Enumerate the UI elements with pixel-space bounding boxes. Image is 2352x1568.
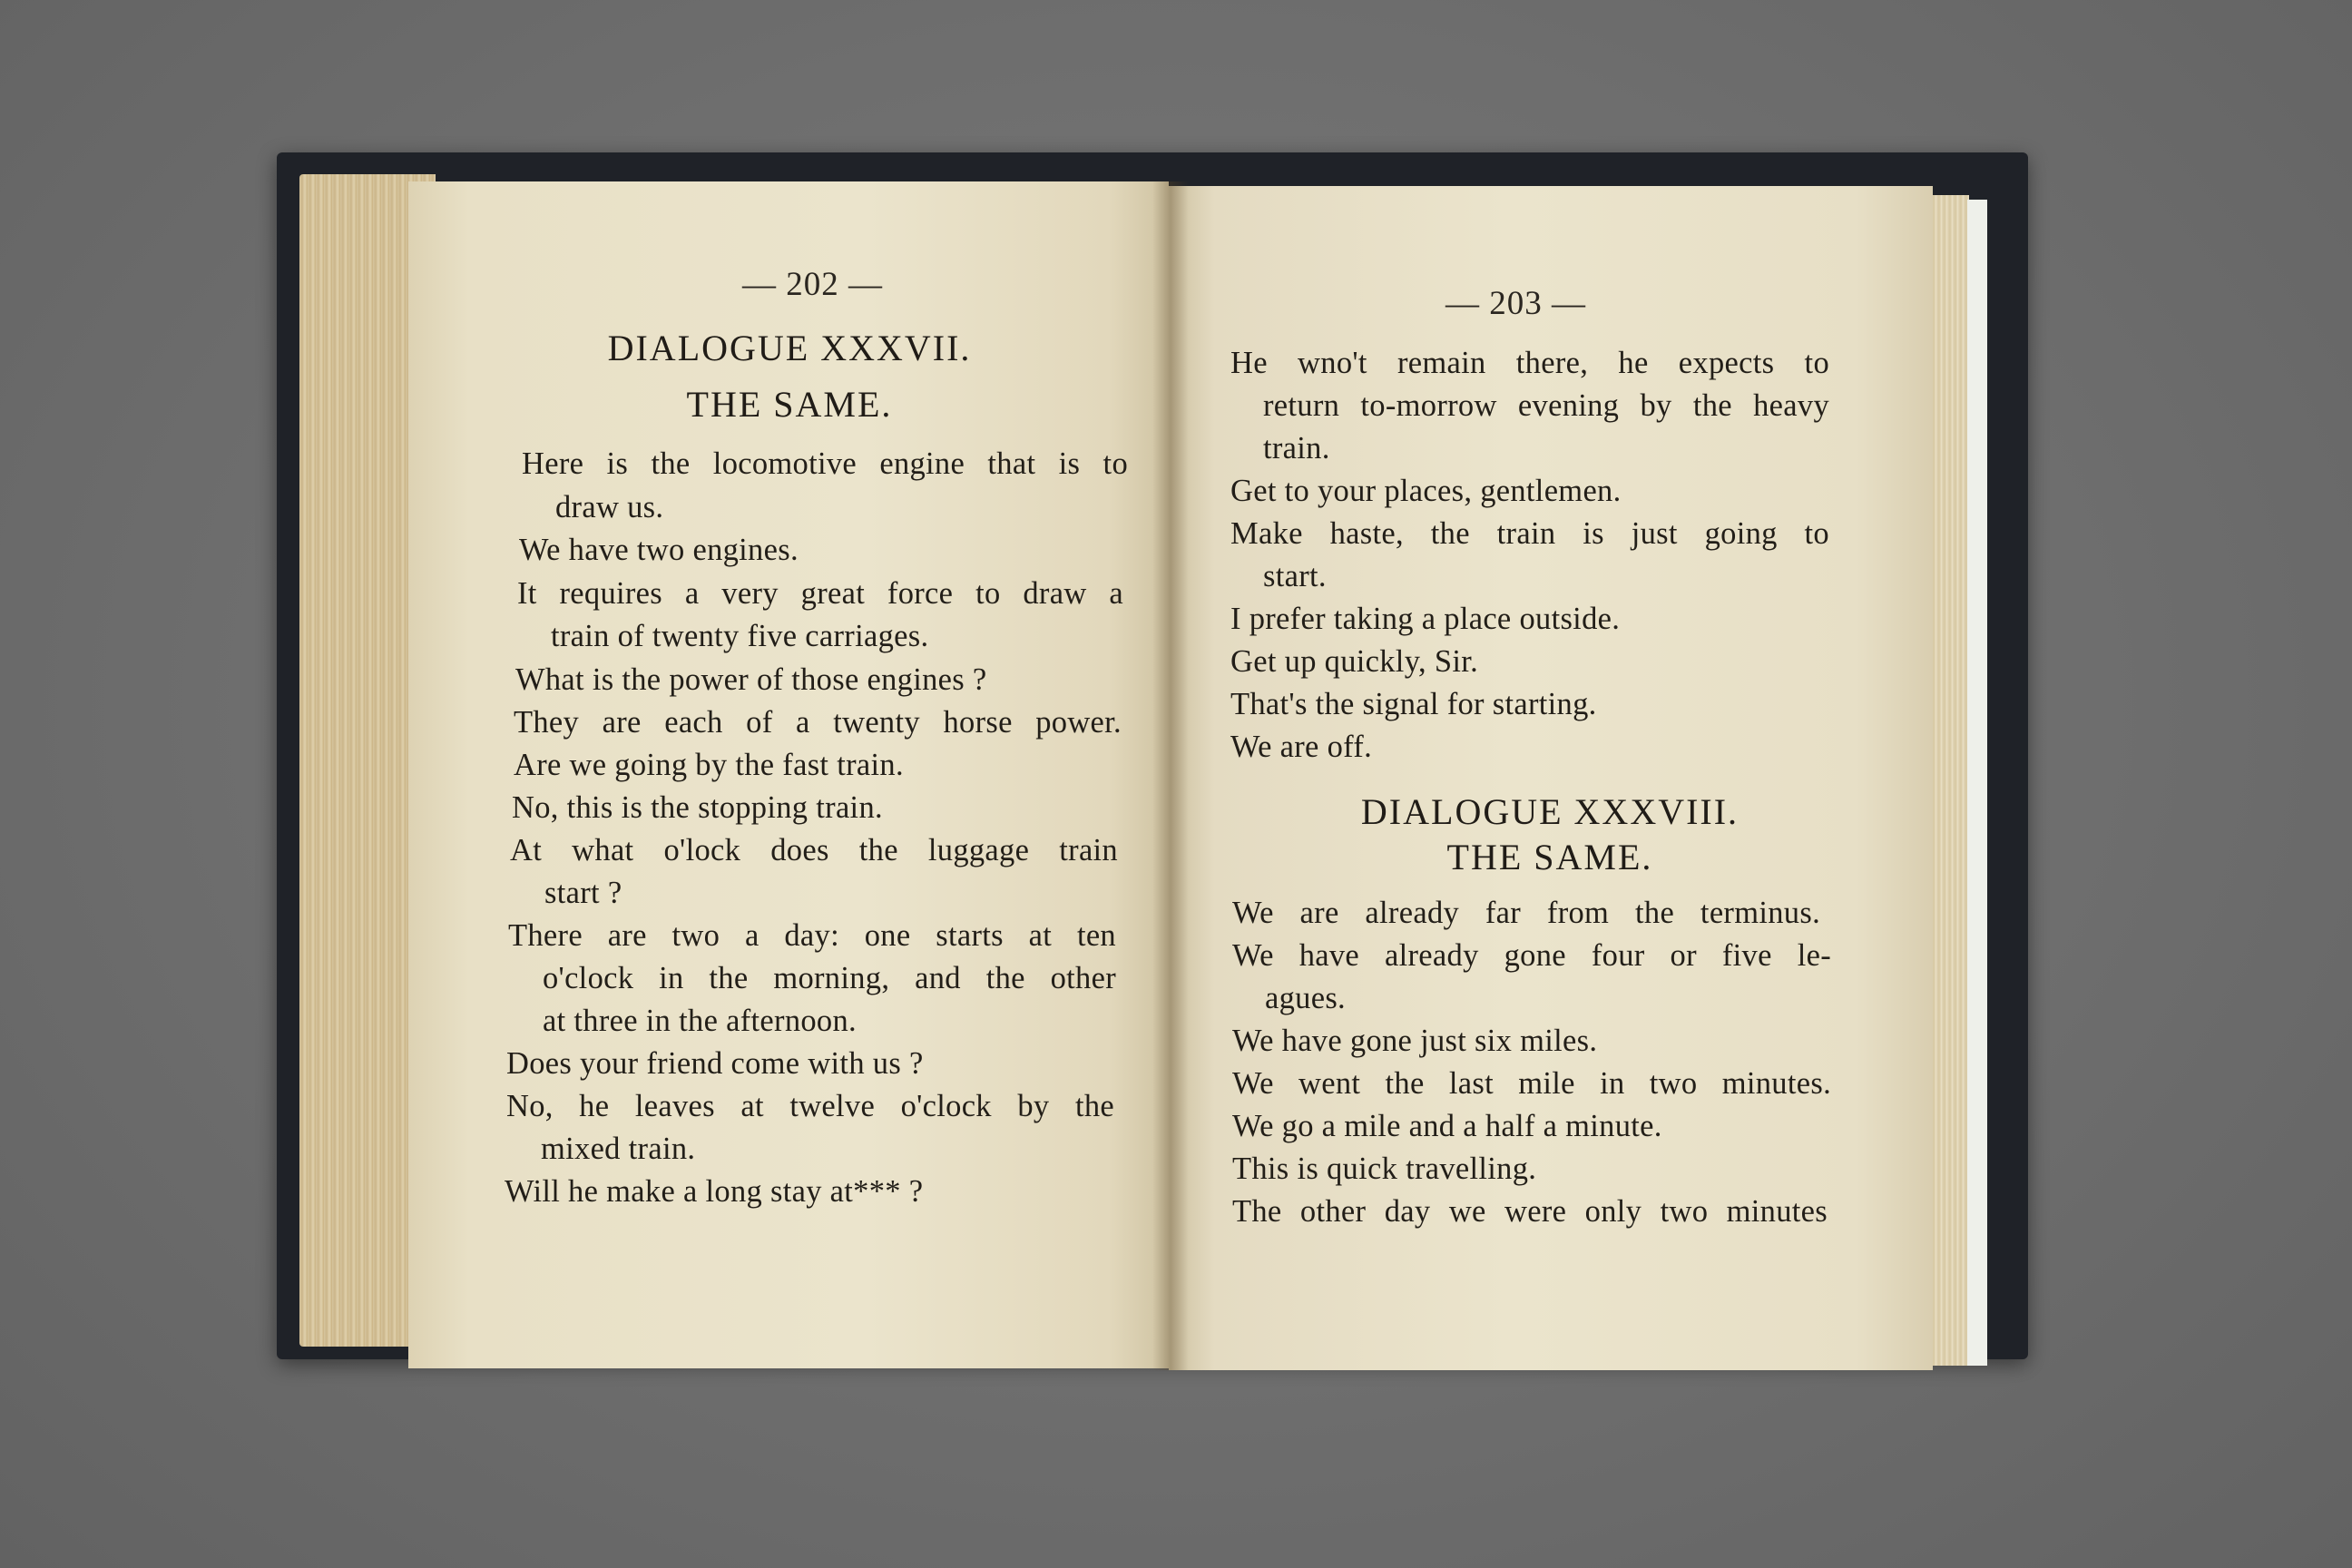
- text-line: o'clock in the morning, and the other: [543, 961, 1116, 995]
- text-line: We have already gone four or five le-: [1232, 938, 1831, 973]
- endpaper-right: [1967, 200, 1987, 1366]
- text-line: mixed train.: [541, 1132, 696, 1166]
- text-line: Are we going by the fast train.: [514, 748, 904, 782]
- text-line: No, this is the stopping train.: [512, 790, 883, 825]
- book-gutter: [1152, 181, 1189, 1370]
- text-line: That's the signal for starting.: [1230, 687, 1597, 721]
- text-line: Get up quickly, Sir.: [1230, 644, 1479, 679]
- text-line: train.: [1263, 431, 1330, 466]
- dialogue-subheading: THE SAME.: [686, 384, 893, 425]
- text-line: No, he leaves at twelve o'clock by the: [506, 1089, 1114, 1123]
- page-number: — 203 —: [1446, 285, 1586, 322]
- text-line: I prefer taking a place outside.: [1230, 602, 1621, 636]
- dialogue-heading: DIALOGUE XXXVIII.: [1360, 791, 1740, 832]
- text-line: return to-morrow evening by the heavy: [1263, 388, 1829, 423]
- text-line: Does your friend come with us ?: [506, 1046, 924, 1081]
- text-line: This is quick travelling.: [1232, 1152, 1537, 1186]
- text-line: Make haste, the train is just going to: [1230, 516, 1829, 551]
- left-page: [408, 181, 1169, 1368]
- text-line: train of twenty five carriages.: [551, 619, 929, 653]
- text-line: They are each of a twenty horse power.: [514, 705, 1122, 740]
- page-number: — 202 —: [742, 266, 883, 303]
- dialogue-subheading: THE SAME.: [1446, 837, 1653, 877]
- text-line: We have gone just six miles.: [1232, 1024, 1598, 1058]
- text-line: Get to your places, gentlemen.: [1230, 474, 1622, 508]
- text-line: What is the power of those engines ?: [515, 662, 987, 697]
- text-line: start.: [1263, 559, 1327, 593]
- text-line: We are off.: [1230, 730, 1373, 764]
- text-line: We have two engines.: [519, 533, 799, 567]
- text-line: We went the last mile in two minutes.: [1232, 1066, 1831, 1101]
- text-line: There are two a day: one starts at ten: [508, 918, 1116, 953]
- text-line: at three in the afternoon.: [543, 1004, 857, 1038]
- text-line: We are already far from the terminus.: [1232, 896, 1820, 930]
- text-line: start ?: [544, 876, 622, 910]
- text-line: Will he make a long stay at*** ?: [505, 1174, 924, 1209]
- text-line: Here is the locomotive engine that is to: [522, 446, 1128, 481]
- text-line: It requires a very great force to draw a: [517, 576, 1123, 611]
- text-line: draw us.: [555, 490, 664, 524]
- text-line: At what o'lock does the luggage train: [510, 833, 1118, 867]
- text-line: We go a mile and a half a minute.: [1232, 1109, 1662, 1143]
- text-line: agues.: [1265, 981, 1346, 1015]
- text-line: He wno't remain there, he expects to: [1230, 346, 1829, 380]
- dialogue-heading: DIALOGUE XXXVII.: [607, 328, 972, 368]
- right-page: [1169, 186, 1933, 1370]
- text-line: The other day we were only two minutes: [1232, 1194, 1828, 1229]
